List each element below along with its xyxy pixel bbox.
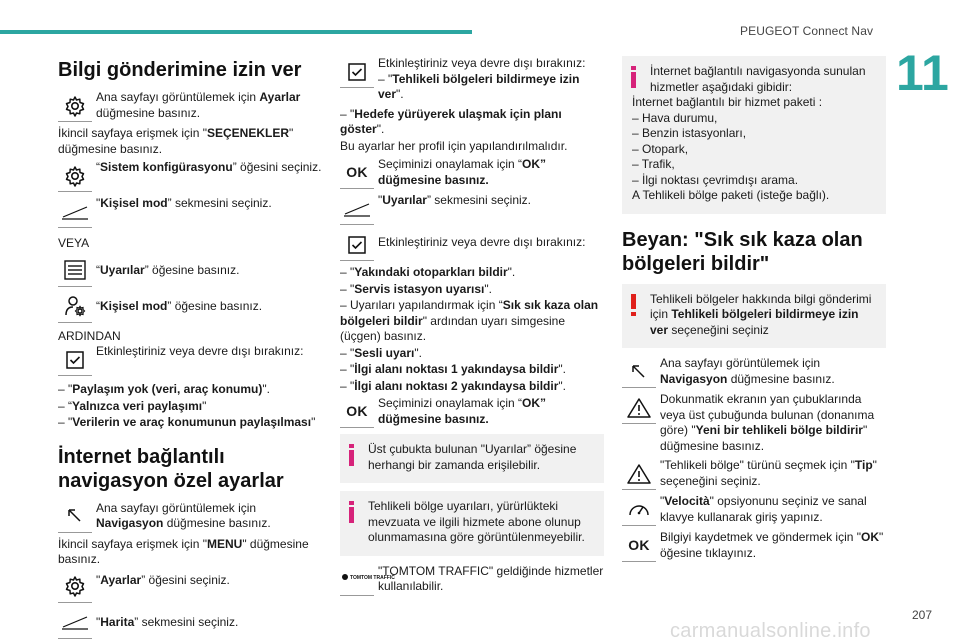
tomtom-logo-text: TOMTOM TRAFFIC: [350, 575, 395, 581]
text: – ": [58, 382, 73, 396]
text: – ": [340, 345, 355, 360]
text-bold: Velocità: [664, 494, 710, 508]
note-bullet: – İlgi noktası çevrimdışı arama.: [632, 172, 799, 187]
text: “: [96, 298, 100, 313]
info-icon: [348, 444, 362, 466]
instruction-row: [58, 607, 326, 639]
text: – ": [340, 265, 355, 279]
instruction-row: [340, 229, 604, 261]
text: Seçiminizi onaylamak için “: [378, 396, 523, 410]
text-bold: Navigasyon: [96, 516, 164, 530]
text-bold: Sık sık kaza olan bölgeleri bildir: [340, 298, 599, 328]
text: Ana sayfayı görüntülemek için: [96, 500, 257, 515]
text: ".: [558, 362, 566, 376]
note-text: Tehlikeli bölge uyarıları, yürürlükteki mevzuata ve ilgili hizmete abone olunup olunmamasına göre görüntülenmeyebilir.: [368, 499, 585, 544]
text-bold: OK” düğmesine basınız.: [378, 157, 547, 187]
text: ” öğesine basınız.: [167, 298, 263, 313]
note-line: A Tehlikeli bölge paketi (isteğe bağlı).: [632, 188, 830, 202]
text: ".: [484, 281, 492, 296]
text: ": [378, 193, 383, 207]
info-note: [340, 491, 604, 556]
checkbox-icon: [340, 56, 374, 88]
text-bold: Navigasyon: [660, 371, 728, 386]
text: ".: [396, 87, 404, 101]
ok-button-icon: [340, 396, 374, 428]
pen-line-icon: [58, 607, 92, 639]
bullet-item: [58, 382, 326, 398]
settings-gear-icon: [58, 571, 92, 603]
ok-button-icon: [340, 157, 374, 189]
checkbox-icon: [58, 344, 92, 376]
text: – ": [58, 415, 73, 429]
ok-button-icon: [622, 530, 656, 562]
column-3: [622, 56, 886, 566]
pen-line-icon: [340, 193, 374, 225]
paragraph: VEYA: [58, 236, 90, 250]
instruction-row: [58, 344, 326, 376]
instruction-row: [58, 196, 326, 228]
speedometer-icon: [622, 494, 656, 526]
pen-line-icon: [58, 196, 92, 228]
text: ” öğesini seçiniz.: [141, 572, 230, 587]
info-note: [622, 56, 886, 214]
text: – ": [340, 362, 355, 376]
exclamation-icon: [630, 294, 644, 316]
text: " düğmesine basınız.: [58, 536, 309, 566]
text: Etkinleştiriniz veya devre dışı bırakınız:: [96, 344, 304, 358]
text-bold: Kişisel mod: [100, 196, 168, 210]
text: seçeneğini seçiniz: [668, 322, 769, 337]
text: ": [660, 494, 665, 508]
instruction-row: [622, 356, 886, 388]
text-bold: Ayarlar: [259, 90, 301, 104]
instruction-row: [622, 530, 886, 562]
user-settings-icon: [58, 291, 92, 323]
header-title: PEUGEOT Connect Nav: [740, 24, 874, 38]
text: ": [96, 614, 101, 629]
text-bold: Verilerin ve araç konumunun paylaşılması: [72, 415, 312, 429]
text-bold: İlgi alanı noktası 2 yakındaysa bildir: [354, 378, 559, 393]
text-bold: Paylaşım yok (veri, araç konumu): [72, 382, 263, 396]
text: Ana sayfayı görüntülemek için: [660, 356, 821, 370]
text-bold: Kişisel mod: [100, 298, 168, 313]
text-bold: Tehlikeli bölgeleri bildirmeye izin ver: [378, 71, 580, 101]
text-bold: Tehlikeli bölgeleri bildirmeye izin ver: [650, 307, 859, 337]
text-bold: İlgi alanı noktası 1 yakındaysa bildir: [354, 362, 559, 376]
info-note: [340, 434, 604, 483]
text: Tehlikeli bölgeler hakkında bilgi gönderimi için: [650, 291, 872, 321]
ok-label: OK: [346, 402, 368, 419]
instruction-row: [58, 501, 326, 533]
paragraph: ARDINDAN: [58, 328, 121, 343]
text: ".: [558, 378, 566, 393]
tomtom-traffic-logo: [340, 564, 395, 596]
text-bold: Hedefe yürüyerek ulaşmak için planı göster: [340, 106, 562, 136]
top-accent-bar: [0, 30, 472, 34]
text: " düğmesine basınız.: [58, 126, 294, 156]
text: ".: [262, 382, 270, 396]
text: – ": [378, 71, 393, 86]
note-text: [632, 292, 876, 339]
text: – ": [340, 281, 355, 296]
bullet-item: [340, 362, 604, 378]
ok-label: OK: [346, 163, 368, 180]
text: ” sekmesini seçiniz.: [134, 614, 239, 629]
list-icon: [58, 255, 92, 287]
text: İkincil sayfaya erişmek için ": [58, 126, 207, 140]
page-number: 207: [912, 608, 933, 622]
text: düğmesine basınız.: [727, 371, 835, 386]
text: ” öğesine basınız.: [144, 262, 240, 277]
text: ": [96, 572, 101, 587]
text-bold: Tip: [854, 458, 873, 472]
instruction-row: [58, 291, 326, 323]
warning-triangle-icon: [622, 392, 656, 424]
text: " öğesine tıklayınız.: [660, 530, 884, 560]
text: ” sekmesini seçiniz.: [426, 193, 531, 207]
instruction-row: [58, 90, 326, 122]
checkbox-icon: [340, 229, 374, 261]
text-bold: Harita: [100, 614, 135, 629]
bullet-item: [340, 107, 604, 138]
text: – ": [340, 378, 355, 393]
text: ".: [376, 122, 385, 136]
instruction-row: [340, 396, 604, 428]
text: " seçeneğini seçiniz.: [660, 458, 877, 488]
text-bold: Uyarılar: [382, 193, 427, 207]
paragraph: Bu ayarlar her profil için yapılandırılmalıdır.: [340, 138, 568, 153]
text-bold: Yakındaki otoparkları bildir: [354, 265, 508, 279]
text: – “: [58, 398, 73, 413]
settings-gear-icon: [58, 160, 92, 192]
text: "Tehlikeli bölge" türünü seçmek için ": [660, 458, 855, 472]
text-bold: MENU: [206, 536, 243, 551]
watermark: carmanualsonline.info: [670, 620, 871, 642]
text-bold: OK” düğmesine basınız.: [378, 396, 547, 426]
text-bold: Yeni bir tehlikeli bölge bildirir: [695, 423, 863, 437]
text: ” sekmesini seçiniz.: [167, 196, 272, 210]
bullet-item: [340, 298, 604, 345]
text-bold: Yalnızca veri paylaşımı: [72, 398, 203, 413]
bullet-item: [58, 399, 326, 415]
section-heading: İnternet bağlantılı navigasyon özel ayarlar: [58, 445, 284, 492]
warning-note: [622, 284, 886, 349]
text: Ana sayfayı görüntülemek için: [96, 90, 260, 104]
text-bold: Sistem konfigürasyonu: [100, 160, 233, 174]
text: ” öğesini seçiniz.: [232, 160, 322, 174]
note-bullet: – Hava durumu,: [632, 110, 718, 125]
bullet-item: [340, 282, 604, 298]
note-bullet: – Benzin istasyonları,: [632, 126, 747, 140]
info-icon: [630, 66, 644, 88]
text: Seçiminizi onaylamak için “: [378, 157, 523, 171]
instruction-row: [622, 392, 886, 454]
chapter-number: 11: [896, 45, 949, 101]
text: "TOMTOM TRAFFIC" geldiğinde hizmetler kullanılabilir.: [378, 563, 604, 593]
text: ".: [414, 345, 422, 360]
column-1: [58, 56, 326, 643]
paragraph: [58, 126, 326, 157]
text-bold: Sesli uyarı: [354, 345, 415, 360]
instruction-row: [340, 157, 604, 189]
text: Etkinleştiriniz veya devre dışı bırakınız:: [378, 235, 586, 249]
text: – Uyarıları yapılandırmak için “: [340, 298, 503, 312]
text: " ardından uyarı simgesine (üçgen) basınız.: [340, 313, 566, 343]
text: ".: [507, 265, 516, 279]
bullet-item: [340, 346, 604, 362]
text: İkincil sayfaya erişmek için ": [58, 536, 207, 551]
text: Bilgiyi kaydetmek ve göndermek için ": [660, 530, 862, 544]
note-title: İnternet bağlantılı navigasyonda sunulan hizmetler aşağıdaki gibidir:: [650, 64, 866, 94]
instruction-row: [58, 571, 326, 603]
text: “: [96, 160, 100, 174]
instruction-row: [622, 494, 886, 526]
ok-label: OK: [628, 536, 650, 553]
navigation-arrow-icon: [58, 501, 92, 533]
warning-triangle-icon: [622, 458, 656, 490]
bullet-item: [58, 415, 326, 431]
navigation-arrow-icon: [622, 356, 656, 388]
text: “: [96, 262, 100, 277]
text-bold: Uyarılar: [100, 262, 145, 277]
instruction-row: [340, 56, 604, 103]
text: Dokunmatik ekranın yan çubuklarında veya üst çubuğunda bulunan (donanıma göre) ": [660, 392, 875, 437]
section-heading: Beyan: "Sık sık kaza olan bölgeleri bildir": [622, 228, 863, 275]
text: ": [311, 415, 316, 429]
text: düğmesine basınız.: [163, 516, 271, 530]
text-bold: Ayarlar: [100, 572, 142, 587]
note-text: [632, 64, 876, 204]
instruction-row: [622, 458, 886, 490]
text: – ": [340, 106, 355, 121]
note-text: Üst çubukta bulunan "Uyarılar” öğesine herhangi bir zamanda erişilebilir.: [368, 442, 577, 472]
text-bold: Servis istasyon uyarısı: [354, 281, 485, 296]
note-bullet: – Trafik,: [632, 157, 675, 171]
column-2: [340, 56, 604, 600]
note-bullet: – Otopark,: [632, 141, 689, 156]
instruction-row: [58, 255, 326, 287]
info-icon: [348, 501, 362, 523]
text: ": [202, 398, 207, 413]
instruction-row: [340, 193, 604, 225]
note-line: İnternet bağlantılı bir hizmet paketi :: [632, 95, 823, 109]
text-bold: OK: [861, 530, 880, 544]
text: " düğmesine basınız.: [660, 423, 868, 453]
paragraph: [58, 537, 326, 568]
instruction-row: [340, 564, 604, 596]
section-heading: Bilgi gönderimine izin ver: [58, 59, 302, 81]
text: Etkinleştiriniz veya devre dışı bırakınız:: [378, 56, 586, 70]
bullet-item: [340, 265, 604, 281]
text: düğmesine basınız.: [96, 105, 201, 120]
instruction-row: [58, 160, 326, 192]
bullet-item: [340, 379, 604, 395]
settings-gear-icon: [58, 90, 92, 122]
text-bold: SEÇENEKLER: [206, 126, 289, 140]
text: ": [96, 196, 101, 210]
text: " opsiyonunu seçiniz ve sanal klavye kullanarak giriş yapınız.: [660, 494, 867, 524]
